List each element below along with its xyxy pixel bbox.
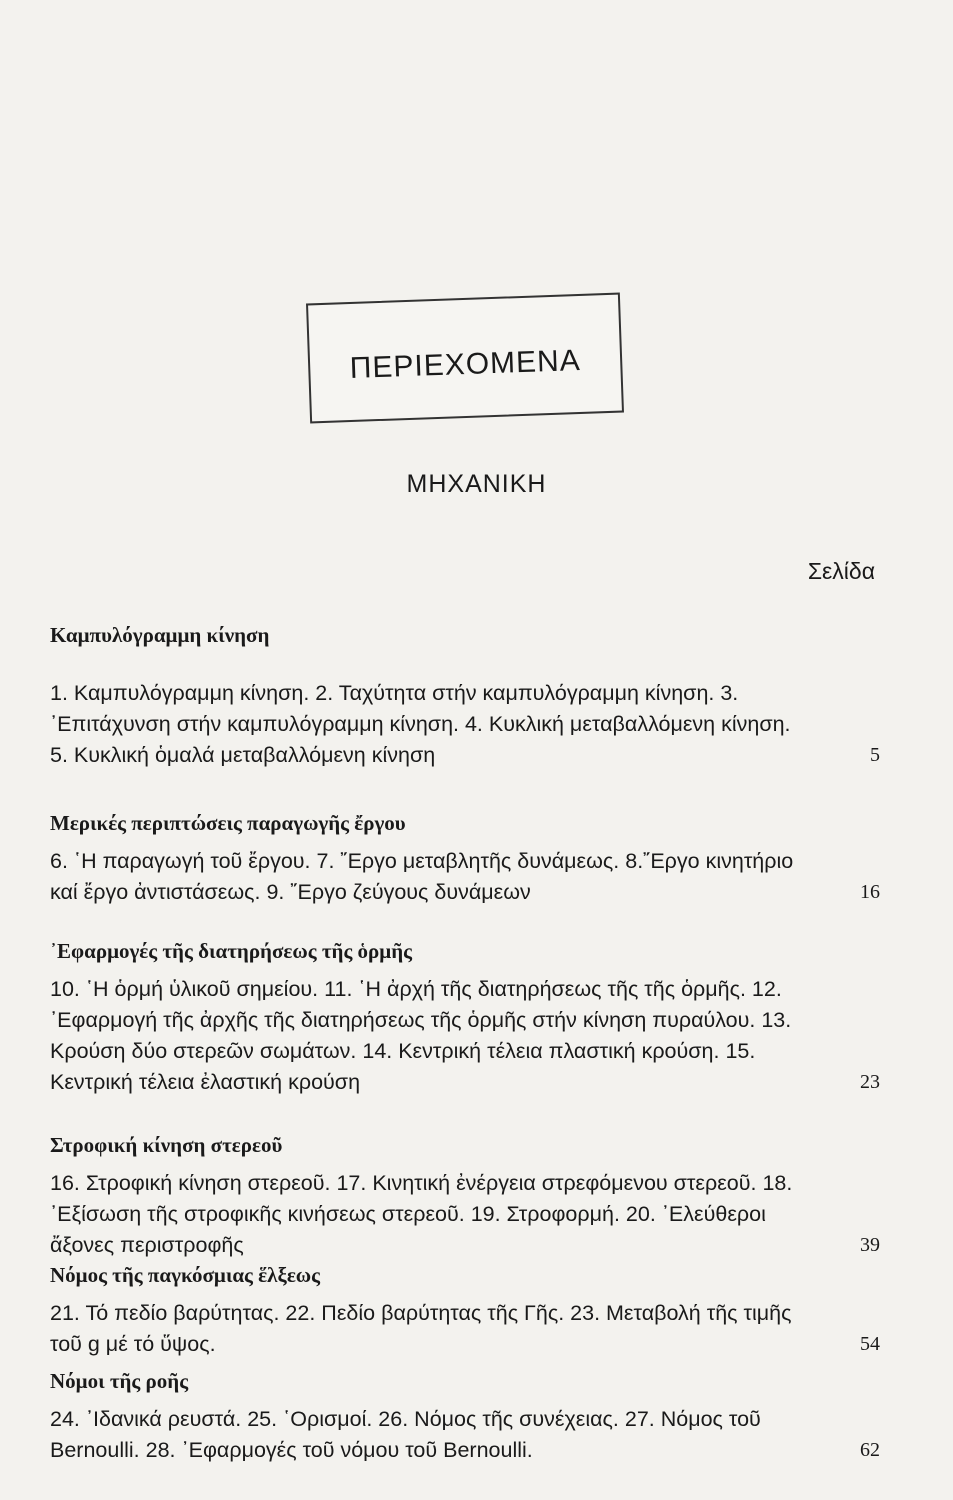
section-page-number: 5 [870, 744, 880, 766]
section-body: 6. ῾Η παραγωγή τοῦ ἔργου. 7. ῎Εργο μεταβλητῆς δυνάμεως. 8.῎Εργο κινητήριο καί ἔργο ἀντιστάσεως. 9. ῎Εργο ζεύγους δυνάμεων [50, 849, 794, 904]
section-heading: Στροφική κίνηση στερεοῦ [50, 1133, 283, 1157]
section-page-number: 39 [860, 1234, 880, 1256]
section-heading: Μερικές περιπτώσεις παραγωγῆς ἔργου [50, 811, 406, 835]
section-body: 16. Στροφική κίνηση στερεοῦ. 17. Κινητική ἐνέργεια στρεφόμενου στερεοῦ. 18. ᾿Εξίσωση τῆς στροφικῆς κινήσεως στερεοῦ. 19. Στροφορμή. 20. ᾿Ελεύθεροι ἄξονες περιστροφῆς [50, 1171, 793, 1257]
section-body: 1. Καμπυλόγραμμη κίνηση. 2. Ταχύτητα στήν καμπυλόγραμμη κίνηση. 3. ᾿Επιτάχυνση στήν καμπυλόγραμμη κίνηση. 4. Κυκλική μεταβαλλόμενη κίνηση. 5. Κυκλική ὁμαλά μεταβαλλόμενη κίνηση [50, 681, 791, 767]
section-page-number: 23 [860, 1071, 880, 1093]
section-page-number: 16 [860, 881, 880, 903]
toc-section-gravitation [50, 1260, 880, 1360]
section-page-number: 62 [860, 1439, 880, 1461]
section-body: 10. ῾Η ὁρμή ὑλικοῦ σημείου. 11. ῾Η ἀρχή τῆς διατηρήσεως τῆς τῆς ὁρμῆς. 12. ᾿Εφαρμογή τῆς ἀρχῆς τῆς διατηρήσεως τῆς ὁρμῆς στήν κίνηση πυραύλου. 13. Κρούση δύο στερεῶν σωμάτων. 14. Κεντρική τέλεια πλαστική κρούση. 15. Κεντρική τέλεια ἐλαστική κρούση [50, 977, 792, 1094]
title-box [306, 293, 624, 424]
page-title: ΠΕΡΙΕΧΟΜΕΝΑ [349, 343, 582, 386]
section-subtitle: ΜΗΧΑΝΙΚΗ [406, 470, 547, 498]
toc-section-flow-laws [50, 1366, 880, 1466]
toc-section-rotational-motion [50, 1130, 880, 1261]
section-body: 24. ᾿Ιδανικά ρευστά. 25. ῾Ορισμοί. 26. Νόμος τῆς συνέχειας. 27. Νόμος τοῦ Bernoulli. 28. ᾿Εφαρμογές τοῦ νόμου τοῦ Bernoulli. [50, 1407, 761, 1462]
section-page-number: 54 [860, 1333, 880, 1355]
toc-section-work [50, 808, 880, 908]
page-column-label: Σελίδα [807, 558, 875, 584]
section-heading: ᾿Εφαρμογές τῆς διατηρήσεως τῆς ὁρμῆς [50, 939, 412, 963]
section-heading: Καμπυλόγραμμη κίνηση [50, 623, 270, 647]
toc-section-momentum [50, 936, 880, 1098]
toc-section-curvilinear-motion [50, 620, 880, 771]
section-heading: Νόμος τῆς παγκόσμιας ἕλξεως [50, 1263, 320, 1287]
section-heading: Νόμοι τῆς ροῆς [50, 1369, 189, 1393]
section-body: 21. Τό πεδίο βαρύτητας. 22. Πεδίο βαρύτητας τῆς Γῆς. 23. Μεταβολή τῆς τιμῆς τοῦ g μέ τό ὕψος. [50, 1301, 792, 1356]
